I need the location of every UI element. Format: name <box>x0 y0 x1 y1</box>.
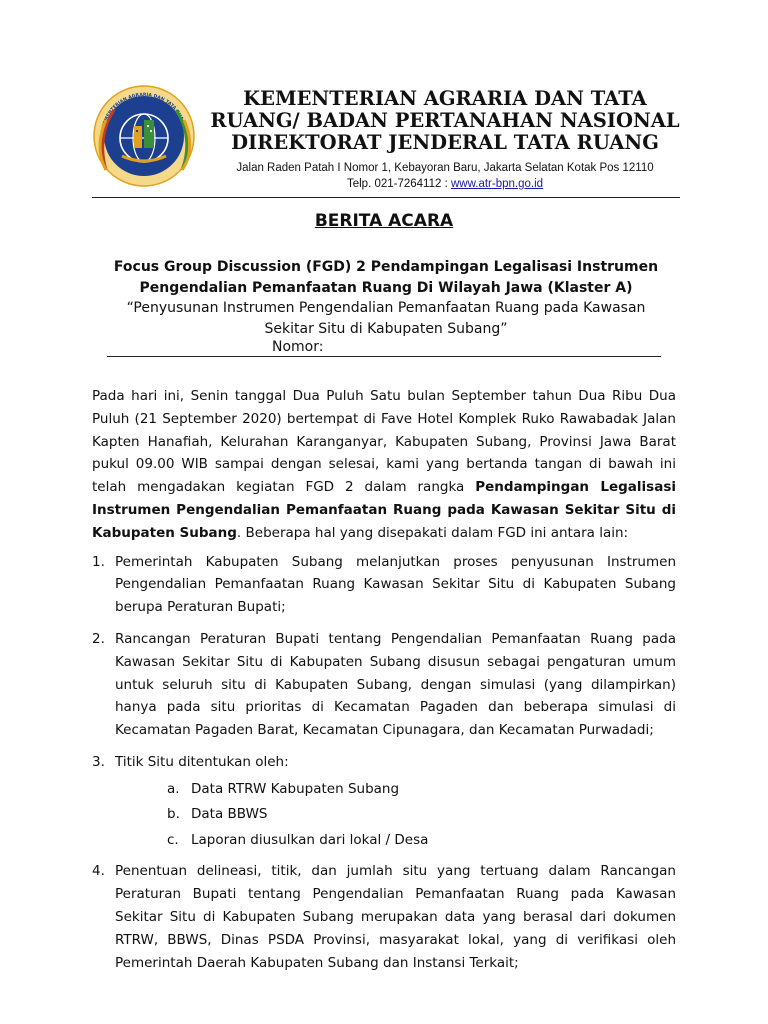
list-item-number: 1. <box>92 553 105 570</box>
quote-line: Sekitar Situ di Kabupaten Subang” <box>264 320 508 337</box>
sub-list-item-letter: a. <box>167 780 180 797</box>
list-item <box>92 628 676 742</box>
intro-text: Pada hari ini, Senin tanggal Dua Puluh Satu bulan September tahun Dua Ribu Dua Puluh (21 September 2020) bertempat di Fave Hotel Komplek Ruko Rawabadak Jalan Kapten Hanafiah, Kelurahan Karanganyar, Kabupaten Subang, Provinsi Jawa Barat pukul 09.00 WIB sampai dengan selesai, kami yang bertanda tangan di bawah ini telah mengadakan kegiatan FGD 2 dalam rangka <box>92 388 676 496</box>
list-item-text: Pemerintah Kabupaten Subang melanjutkan proses penyusunan Instrumen Pengendalian Pemanfaatan Ruang Kawasan Sekitar Situ di Kabupaten Subang berupa Peraturan Bupati; <box>115 553 676 616</box>
subtitle-line: Pengendalian Pemanfaatan Ruang Di Wilayah Jawa (Klaster A) <box>139 279 633 296</box>
sub-list-item-text: Data RTRW Kabupaten Subang <box>191 780 400 797</box>
document-title <box>0 209 768 233</box>
sub-list-item <box>115 778 676 801</box>
intro-bold-text: Pendampingan Legalisasi Instrumen Pengendalian Pemanfaatan Ruang pada Kawasan Sekitar Situ di Kabupaten Subang <box>92 479 676 541</box>
nomor-divider <box>107 356 661 357</box>
ministry-name-line: KEMENTERIAN AGRARIA DAN TATA <box>243 87 647 110</box>
quote-line: “Penyusunan Instrumen Pengendalian Pemanfaatan Ruang pada Kawasan <box>126 300 646 316</box>
ministry-name <box>205 88 685 154</box>
list-item-text: Penentuan delineasi, titik, dan jumlah situ yang tertuang dalam Rancangan Peraturan Bupati tentang Pengendalian Pemanfaatan Ruang pada Kawasan Sekitar Situ di Kabupaten Subang merupakan data yang berasal dari dokumen RTRW, BBWS, Dinas PSDA Provinsi, masyarakat lokal, yang di verifikasi oleh Pemerintah Daerah Kabupaten Subang dan Instansi Terkait; <box>115 863 676 971</box>
address-line: Jalan Raden Patah I Nomor 1, Kebayoran Baru, Jakarta Selatan Kotak Pos 12110 <box>236 162 654 174</box>
ministry-address <box>205 160 685 192</box>
list-item-number: 2. <box>92 630 105 647</box>
list-item <box>92 860 676 974</box>
contact-line <box>205 176 685 192</box>
phone-text: Telp. 021-7264112 : <box>346 178 451 190</box>
sub-list <box>115 778 676 852</box>
list-item <box>92 751 676 851</box>
list-item-text: Rancangan Peraturan Bupati tentang Pengendalian Pemanfaatan Ruang pada Kawasan Sekitar Situ di Kabupaten Subang disusun sebagai pengaturan umum untuk seluruh situ di Kabupaten Subang, dengan simulasi (yang dilampirkan) hanya pada situ prioritas di Kecamatan Pagaden dan beberapa simulasi di Kecamatan Pagaden Barat, Kecamatan Cipunagara, dan Kecamatan Purwadadi; <box>115 630 676 739</box>
website-link[interactable]: www.atr-bpn.go.id <box>450 178 544 190</box>
sub-list-item <box>115 829 676 852</box>
list-item <box>92 551 676 619</box>
document-title-text: BERITA ACARA <box>314 211 454 231</box>
document-body <box>92 385 676 983</box>
ministry-name-line: DIREKTORAT JENDERAL TATA RUANG <box>231 131 659 154</box>
list-item-number: 3. <box>92 753 105 770</box>
letterhead-divider <box>92 197 680 198</box>
intro-paragraph <box>92 385 676 545</box>
subtitle-line: Focus Group Discussion (FGD) 2 Pendampingan Legalisasi Instrumen <box>113 259 659 275</box>
sub-list-item-letter: c. <box>167 831 179 848</box>
list-item-text: Titik Situ ditentukan oleh: <box>115 753 289 770</box>
logo-bottom-text: BADAN PERTANAHAN NASIONAL <box>109 151 179 175</box>
sub-list-item <box>115 803 676 826</box>
nomor-label: Nomor: <box>272 339 324 355</box>
ministry-name-line: RUANG/ BADAN PERTANAHAN NASIONAL <box>210 109 680 132</box>
agreement-list <box>92 551 676 975</box>
ministry-logo <box>92 84 196 188</box>
sub-list-item-letter: b. <box>167 806 180 823</box>
intro-text-end: . Beberapa hal yang disepakati dalam FGD ini antara lain: <box>236 524 629 541</box>
logo-top-text: KEMENTERIAN AGRARIA DAN TATA RUANG <box>101 92 187 129</box>
list-item-number: 4. <box>92 863 105 880</box>
document-subtitle <box>92 257 680 339</box>
sub-list-item-text: Laporan diusulkan dari lokal / Desa <box>191 831 429 848</box>
sub-list-item-text: Data BBWS <box>191 806 268 823</box>
